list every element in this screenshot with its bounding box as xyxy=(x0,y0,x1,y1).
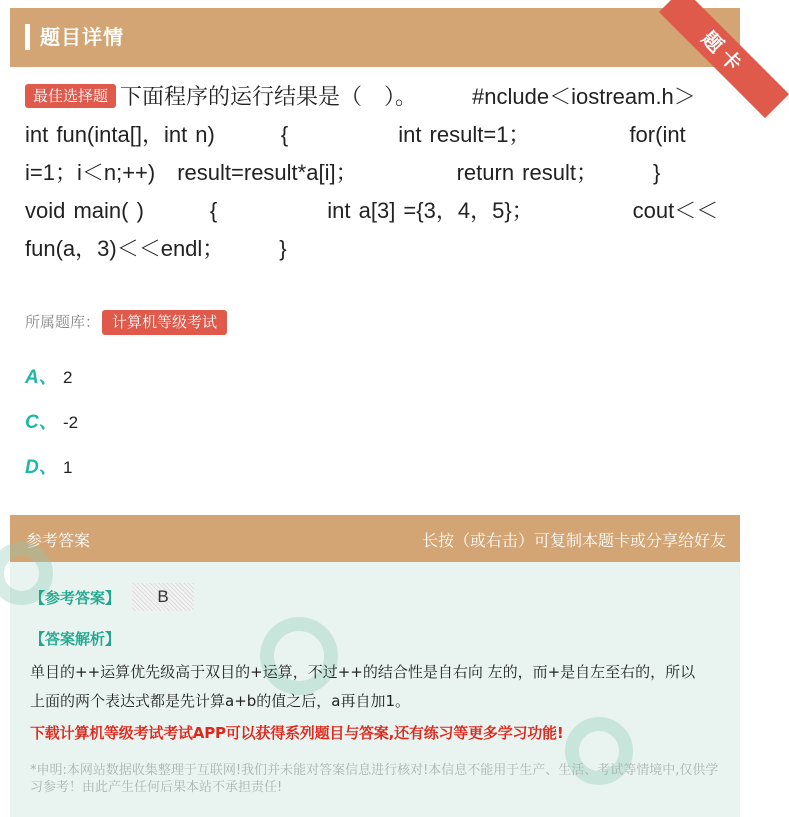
question-body xyxy=(25,78,762,268)
option-letter: C、 xyxy=(25,412,58,433)
option-letter: A、 xyxy=(25,367,58,388)
option-d[interactable] xyxy=(25,450,78,495)
option-text: 2 xyxy=(63,368,73,387)
analysis-text: 单目的++运算优先级高于双目的+运算，不过++的结合性是自右向 左的，而+是自左至右的，所以上面的两个表达式都是先计算a+b的值之后，a再自加1。 xyxy=(30,663,696,710)
copy-share-hint[interactable]: 长按（或右击）可复制本题卡或分享给好友 xyxy=(421,531,726,550)
option-c[interactable] xyxy=(25,405,78,450)
page-title: 题目详情 xyxy=(40,25,124,49)
option-text: 1 xyxy=(63,458,73,477)
corner-label: 题卡 xyxy=(659,0,789,118)
bank-label: 所属题库： xyxy=(25,313,101,331)
reference-answer-value: B xyxy=(132,583,194,611)
answer-section-body xyxy=(10,562,740,817)
answer-section-header xyxy=(10,515,740,562)
bank-tag[interactable]: 计算机等级考试 xyxy=(102,310,227,335)
page-header xyxy=(10,8,740,67)
disclaimer-text: *申明:本网站数据收集整理于互联网!我们并未能对答案信息进行核对!本信息不能用于生产、生活、考试等情境中,仅供学习参考！由此产生任何后果本站不承担责任! xyxy=(30,763,719,795)
reference-answer-label: 【参考答案】 xyxy=(30,589,121,607)
answer-section-title: 参考答案 xyxy=(26,531,91,550)
option-letter: D、 xyxy=(25,457,58,478)
option-a[interactable] xyxy=(25,360,78,405)
question-type-tag: 最佳选择题 xyxy=(25,84,116,108)
question-text: 下面程序的运行结果是（ ）。 #nclude＜iostream.h＞ int fun(inta[]，int n) { int result=1； for(int i=1；i＜n;++) result=result*a[i]； return result； } void main( ) { int a[3] ={3，4，5}； cout＜＜fun(a，3)＜＜endl； } xyxy=(25,84,762,261)
option-text: -2 xyxy=(63,413,79,432)
question-bank xyxy=(25,310,227,335)
app-download-promo[interactable]: 下载计算机等级考试考试APP可以获得系列题目与答案,还有练习等更多学习功能! xyxy=(30,724,564,742)
options-list xyxy=(25,360,78,495)
header-accent-bar xyxy=(25,24,30,50)
analysis-label: 【答案解析】 xyxy=(30,630,121,648)
